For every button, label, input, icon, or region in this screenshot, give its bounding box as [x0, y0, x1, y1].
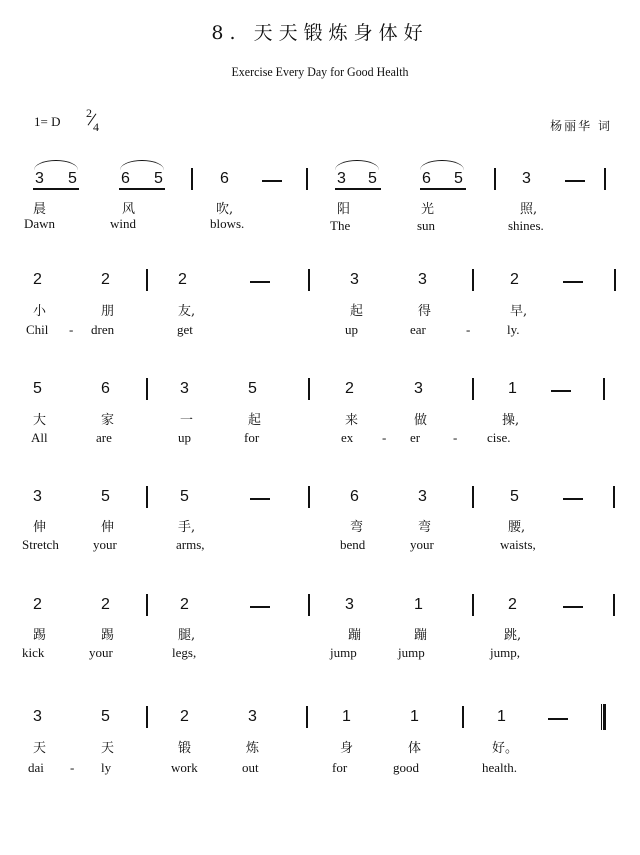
lyric-english: wind	[110, 216, 136, 231]
lyric-english: dren	[91, 322, 115, 337]
lyric-chinese: 照,	[520, 202, 538, 217]
note: 3	[345, 596, 354, 613]
lyric-english: get	[177, 322, 193, 337]
lyric-english: bend	[340, 537, 366, 552]
note: 5	[454, 170, 463, 187]
note: 5	[154, 170, 163, 187]
sustain-dash	[250, 498, 270, 500]
note: 2	[33, 271, 42, 288]
lyric-chinese: 阳	[337, 202, 351, 217]
note: 3	[418, 488, 427, 505]
song-subtitle: Exercise Every Day for Good Health	[231, 64, 409, 79]
note: 3	[337, 170, 346, 187]
lyric-english: All	[31, 430, 48, 445]
lyric-chinese: 友,	[178, 304, 196, 319]
note: 5	[101, 488, 110, 505]
note: 2	[508, 596, 517, 613]
bar-line	[191, 168, 193, 190]
note: 3	[35, 170, 44, 187]
lyric-chinese: 踢	[33, 628, 47, 643]
lyric-english: jump	[398, 645, 425, 660]
note: 2	[33, 596, 42, 613]
lyric-english: jump,	[490, 645, 520, 660]
lyric-chinese: 风	[122, 202, 136, 217]
sustain-dash	[250, 606, 270, 608]
bar-line	[306, 706, 308, 728]
lyric-english: ly	[101, 760, 112, 775]
lyric-english: Stretch	[22, 537, 59, 552]
lyric-hyphen: -	[453, 430, 458, 445]
note: 5	[33, 380, 42, 397]
lyric-english: dai	[28, 760, 44, 775]
lyric-english: your	[93, 537, 117, 552]
eighth-note-underline	[119, 188, 165, 190]
lyric-english: blows.	[210, 216, 245, 231]
bar-line	[146, 486, 148, 508]
lyric-chinese: 起	[350, 304, 364, 319]
note: 5	[180, 488, 189, 505]
bar-line	[146, 378, 148, 400]
time-signature-numerator: 2	[86, 106, 92, 120]
lyric-english: work	[171, 760, 198, 775]
lyric-hyphen: -	[69, 322, 74, 337]
note: 2	[178, 271, 187, 288]
lyric-chinese: 蹦	[414, 628, 428, 643]
bar-line	[494, 168, 496, 190]
lyric-chinese: 好。	[492, 741, 519, 756]
lyric-chinese: 一	[180, 413, 194, 428]
note: 3	[33, 488, 42, 505]
lyric-english: legs,	[172, 645, 197, 660]
note: 5	[248, 380, 257, 397]
sustain-dash	[565, 180, 585, 182]
bar-line	[603, 378, 605, 400]
bar-line	[613, 486, 615, 508]
note: 3	[414, 380, 423, 397]
lyric-english: health.	[482, 760, 518, 775]
note: 5	[510, 488, 519, 505]
note: 2	[510, 271, 519, 288]
lyric-chinese: 锻	[178, 741, 192, 756]
note: 6	[350, 488, 359, 505]
lyric-english: sun	[417, 218, 436, 233]
note: 1	[414, 596, 423, 613]
lyric-chinese: 来	[345, 413, 359, 428]
sustain-dash	[551, 390, 571, 392]
lyric-chinese: 腿,	[178, 628, 196, 643]
bar-line	[306, 168, 308, 190]
note: 3	[350, 271, 359, 288]
note: 5	[101, 708, 110, 725]
note: 6	[121, 170, 130, 187]
lyric-chinese: 朋	[101, 304, 115, 319]
lyric-chinese: 得	[418, 304, 432, 319]
lyric-chinese: 弯	[350, 520, 364, 535]
lyric-english: up	[345, 322, 358, 337]
lyric-english: Chil	[26, 322, 49, 337]
note: 1	[508, 380, 517, 397]
bar-line	[472, 486, 474, 508]
bar-line	[308, 269, 310, 291]
lyric-english: ear	[410, 322, 426, 337]
note: 3	[33, 708, 42, 725]
lyric-chinese: 体	[408, 741, 422, 756]
lyric-chinese: 弯	[418, 520, 432, 535]
note: 5	[68, 170, 77, 187]
lyric-hyphen: -	[382, 430, 387, 445]
lyric-chinese: 早,	[510, 304, 528, 319]
lyric-english: shines.	[508, 218, 544, 233]
lyric-chinese: 天	[33, 741, 47, 756]
lyric-chinese: 操,	[502, 413, 520, 428]
lyric-chinese: 大	[33, 413, 47, 428]
lyric-english: Dawn	[24, 216, 56, 231]
note: 1	[497, 708, 506, 725]
lyric-chinese: 起	[248, 413, 262, 428]
lyric-chinese: 身	[340, 741, 354, 756]
bar-line	[146, 594, 148, 616]
note: 3	[180, 380, 189, 397]
note: 5	[368, 170, 377, 187]
lyric-english: for	[332, 760, 348, 775]
lyric-chinese: 吹,	[216, 202, 234, 217]
lyric-english: ly.	[507, 322, 520, 337]
bar-line	[472, 269, 474, 291]
final-bar-line	[601, 704, 606, 730]
note: 2	[180, 596, 189, 613]
sustain-dash	[563, 498, 583, 500]
slur	[120, 160, 164, 170]
note: 3	[418, 271, 427, 288]
eighth-note-underline	[420, 188, 466, 190]
lyric-chinese: 天	[101, 741, 115, 756]
song-title: 8. 天天锻炼身体好	[211, 22, 429, 44]
lyric-english: cise.	[487, 430, 511, 445]
bar-line	[604, 168, 606, 190]
lyricist-credit: 杨丽华 词	[550, 119, 612, 133]
lyric-chinese: 腰,	[508, 520, 526, 535]
bar-line	[146, 269, 148, 291]
lyric-english: ex	[341, 430, 354, 445]
lyric-chinese: 小	[33, 304, 47, 319]
sustain-dash	[563, 281, 583, 283]
eighth-note-underline	[33, 188, 79, 190]
bar-line	[613, 594, 615, 616]
sustain-dash	[548, 718, 568, 720]
key-signature: 1= D	[34, 114, 61, 129]
lyric-english: your	[410, 537, 434, 552]
sustain-dash	[250, 281, 270, 283]
note: 3	[248, 708, 257, 725]
slur	[335, 160, 379, 170]
lyric-hyphen: -	[466, 322, 471, 337]
note: 2	[345, 380, 354, 397]
lyric-english: your	[89, 645, 113, 660]
lyric-english: jump	[330, 645, 357, 660]
note: 1	[410, 708, 419, 725]
bar-line	[308, 486, 310, 508]
bar-line	[308, 378, 310, 400]
slur	[420, 160, 464, 170]
bar-line	[472, 378, 474, 400]
lyric-english: waists,	[500, 537, 536, 552]
lyric-english: up	[178, 430, 191, 445]
lyric-chinese: 炼	[246, 741, 260, 756]
lyric-english: er	[410, 430, 421, 445]
lyric-english: arms,	[176, 537, 205, 552]
lyric-hyphen: -	[70, 760, 75, 775]
eighth-note-underline	[335, 188, 381, 190]
bar-line	[146, 706, 148, 728]
lyric-chinese: 晨	[33, 202, 47, 217]
lyric-chinese: 手,	[178, 520, 196, 535]
lyric-chinese: 光	[421, 202, 435, 217]
lyric-english: are	[96, 430, 112, 445]
time-signature-denominator: 4	[93, 120, 99, 134]
note: 1	[342, 708, 351, 725]
note: 6	[422, 170, 431, 187]
note: 2	[101, 596, 110, 613]
lyric-english: for	[244, 430, 260, 445]
bar-line	[614, 269, 616, 291]
lyric-english: good	[393, 760, 419, 775]
sustain-dash	[262, 180, 282, 182]
lyric-english: kick	[22, 645, 45, 660]
lyric-chinese: 踢	[101, 628, 115, 643]
bar-line	[308, 594, 310, 616]
bar-line	[472, 594, 474, 616]
lyric-english: out	[242, 760, 259, 775]
note: 3	[522, 170, 531, 187]
time-signature	[84, 106, 104, 136]
lyric-chinese: 蹦	[348, 628, 362, 643]
sustain-dash	[563, 606, 583, 608]
note: 2	[180, 708, 189, 725]
lyric-chinese: 跳,	[504, 628, 522, 643]
note: 6	[220, 170, 229, 187]
bar-line	[462, 706, 464, 728]
lyric-chinese: 家	[101, 413, 115, 428]
lyric-english: The	[330, 218, 351, 233]
lyric-chinese: 做	[414, 413, 428, 428]
lyric-chinese: 伸	[33, 520, 47, 535]
note: 6	[101, 380, 110, 397]
slur	[34, 160, 78, 170]
note: 2	[101, 271, 110, 288]
lyric-chinese: 伸	[101, 520, 115, 535]
